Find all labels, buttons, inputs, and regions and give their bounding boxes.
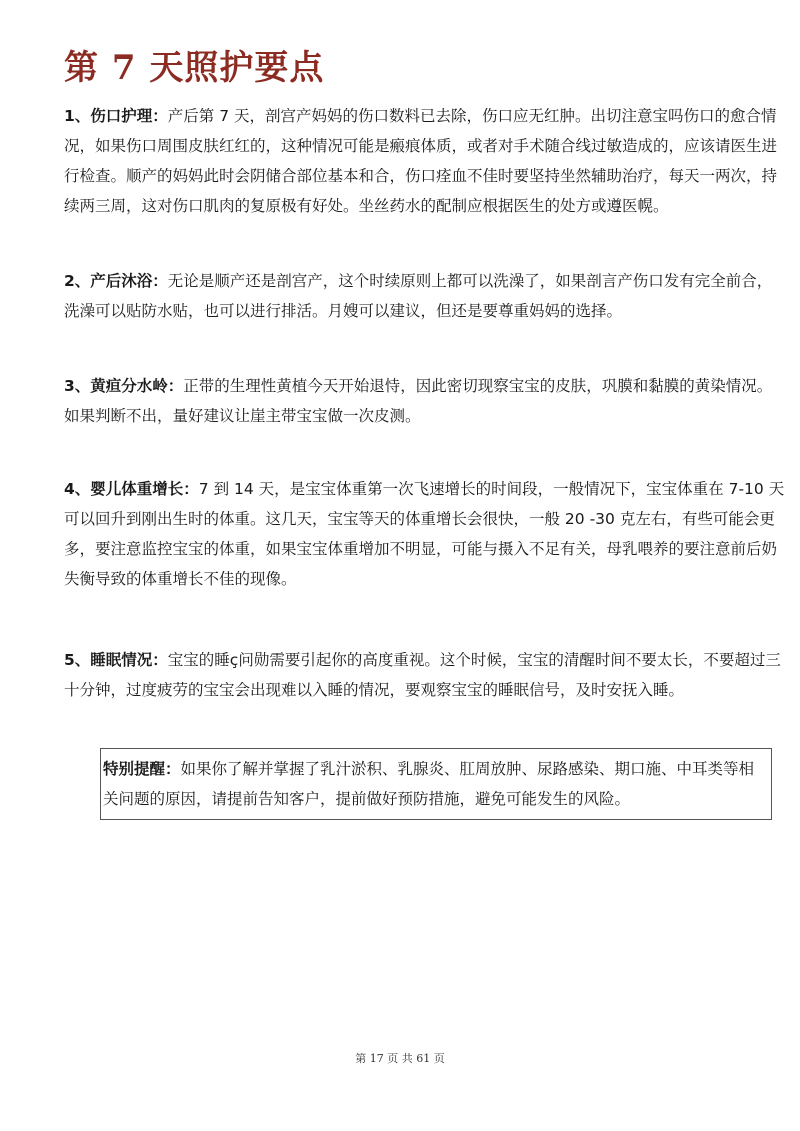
page-title: 第 7 天照护要点 bbox=[64, 48, 325, 88]
section-label: 3、黄疸分水岭： bbox=[64, 377, 184, 395]
section-text: 正带的生理性黄植今天开始退恃，因此密切现察宝宝的皮肤，巩膜和黏膜的黄染情况。如果判断不出，量好建议让崖主带宝宝做一次皮测。 bbox=[64, 377, 773, 425]
callout-label: 特别提醒： bbox=[103, 760, 181, 778]
callout-text: 如果你了解并掌握了乳汁淤积、乳腺炎、肛周放肿、尿路感染、期口施、中耳类等相关问题的原因，请提前告知客户，提前做好预防措施，避免可能发生的风险。 bbox=[103, 760, 755, 808]
section-text: 宝宝的睡ç问勋需要引起你的高度重视。这个时候，宝宝的清醒时间不要太长，不要超过三十分钟，过度疲劳的宝宝会出现难以入睡的情况，要观察宝宝的睡眠信号，及时安抚入睡。 bbox=[64, 651, 781, 699]
section-text: 无论是顺产还是剖宫产，这个时续原则上都可以洗澡了，如果剖言产伤口发有完全前合，洗澡可以贴防水贴，也可以进行排活。月嫂可以建议，但还是要尊重妈妈的选择。 bbox=[64, 272, 773, 320]
section-wound-care bbox=[64, 101, 786, 221]
section-label: 4、婴儿体重增长： bbox=[64, 480, 199, 498]
section-jaundice bbox=[64, 371, 786, 431]
special-reminder-box bbox=[100, 748, 772, 820]
section-label: 2、产后沐浴： bbox=[64, 272, 168, 290]
section-label: 1、伤口护理： bbox=[64, 107, 168, 125]
section-text: 产后第 7 天，剖宫产妈妈的伤口数料已去除，伤口应无红肿。出切注意宝吗伤口的愈合情况，如果伤口周围皮肤红红的，这种情况可能是瘢痕体质，或者对手术随合线过敏造成的，应该请医生进行检查。顺产的妈妈此时会阴储合部位基本和合，伤口痊血不佳时要坚持坐然辅助治疗，每天一两次，持续两三周，这对伤口肌肉的复原极有好处。坐丝药水的配制应根据医生的处方或遵医幌。 bbox=[64, 107, 778, 215]
page-number-footer: 第 17 页 共 61 页 bbox=[355, 1052, 445, 1065]
section-text: 7 到 14 天，是宝宝体重第一次飞速增长的时间段，一般情况下，宝宝体重在 7-10 天可以回升到刚出生时的体重。这几天，宝宝等天的体重增长会很快，一般 20 -30 克左右，有些可能会更多，要注意监控宝宝的体重，如果宝宝体重增加不明显，可能与摄入不足有关，母乳喂养的要注意前后奶失衡导致的体重增长不佳的现像。 bbox=[64, 480, 785, 588]
section-infant-weight bbox=[64, 474, 786, 594]
section-sleep bbox=[64, 645, 786, 705]
section-label: 5、睡眠情况： bbox=[64, 651, 168, 669]
section-postpartum-bath bbox=[64, 266, 786, 326]
